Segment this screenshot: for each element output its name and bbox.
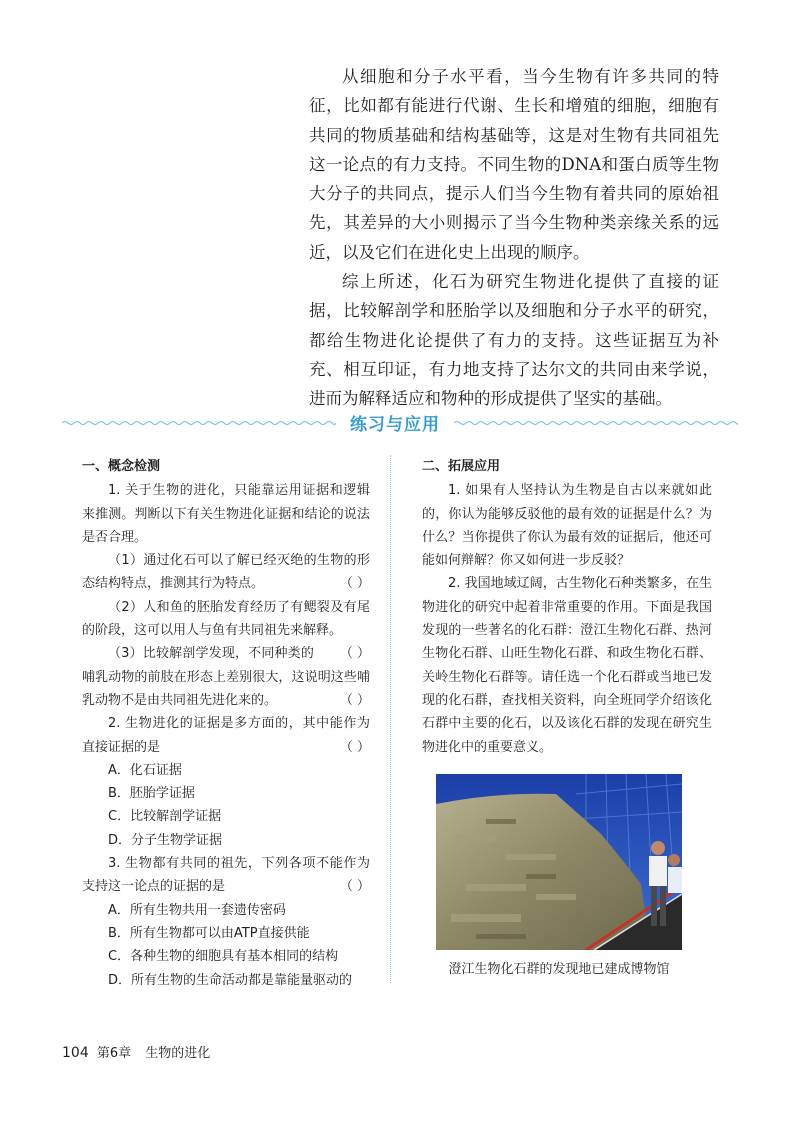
option: D．所有生物的生命活动都是靠能量驱动的	[108, 972, 353, 988]
answer-bracket: （ ）	[339, 739, 370, 755]
photo-caption: 澄江生物化石群的发现地已建成博物馆	[448, 962, 670, 977]
intro-paragraph: 从细胞和分子水平看，当今生物有许多共同的特征，比如都有能进行代谢、生长和增殖的细胞，细胞有共同的物质基础和结构基础等，这是对生物有共同祖先这一论点的有力支持。不同生物的DNA和蛋白质等生物大分子的共同点，提示人们当今生物有着共同的原始祖先，其差异的大小则揭示了当今生物种类亲缘关系的远近，以及它们在进化史上出现的顺序。	[309, 67, 719, 262]
extension-heading: 二、拓展应用	[422, 459, 501, 474]
chapter-label: 第6章	[96, 1046, 132, 1061]
question-1-item-3: （3）比较解剖学发现，不同种类的哺乳动物的前肢在形态上差别很大，这说明这些哺乳动物不是由共同祖先进化来的。 （ ）	[82, 642, 370, 712]
answer-bracket: （ ）	[339, 879, 370, 895]
intro-text	[309, 62, 719, 414]
fossil-museum-photo	[436, 774, 682, 950]
wave-divider-right	[454, 420, 738, 426]
question-1-item-1: （1）通过化石可以了解已经灭绝的生物的形态结构特点，推测其行为特点。 （ ）	[82, 549, 370, 596]
option: B．所有生物都可以由ATP直接供能	[108, 925, 310, 941]
option: A．所有生物共用一套遗传密码	[108, 902, 286, 918]
option: A．化石证据	[108, 762, 182, 778]
answer-bracket: （ ）	[339, 692, 370, 708]
intro-paragraph: 综上所述，化石为研究生物进化提供了直接的证据，比较解剖学和胚胎学以及细胞和分子水平的研究，都给生物进化论提供了有力的支持。这些证据互为补充、相互印证，有力地支持了达尔文的共同由来学说，进而为解释适应和物种的形成提供了坚实的基础。	[309, 272, 719, 409]
wave-divider-left	[62, 420, 336, 426]
extension-question-2: 2. 我国地域辽阔，古生物化石种类繁多，在生物进化的研究中起着非常重要的作用。下面是我国发现的一些著名的化石群：澄江生物化石群、热河生物化石群、山旺生物化石群、和政生物化石群、关岭生物化石群等。请任选一个化石群或当地已发现的化石群，查找相关资料，向全班同学介绍该化石群中主要的化石，以及该化石群的发现在研究生物进化中的重要意义。	[422, 576, 712, 755]
section-title: 练习与应用	[350, 415, 440, 435]
question-2: 2. 生物进化的证据是多方面的，其中能作为直接证据的是 （ ）	[82, 712, 370, 759]
question-3: 3. 生物都有共同的祖先，下列各项不能作为支持这一论点的证据的是 （ ）	[82, 852, 370, 899]
extension-column	[422, 455, 712, 759]
question-1: 1. 关于生物的进化，只能靠运用证据和逻辑来推测。判断以下有关生物进化证据和结论的说法是否合理。	[82, 483, 370, 545]
option: B．胚胎学证据	[108, 786, 195, 802]
page-number: 104	[62, 1045, 89, 1061]
question-1-item-2: （2）人和鱼的胚胎发育经历了有鳃裂及有尾的阶段，这可以用人与鱼有共同祖先来解释。 （ ）	[82, 596, 370, 643]
concept-check-column	[82, 455, 370, 992]
fossil-museum-illustration	[436, 774, 682, 950]
answer-bracket: （ ）	[339, 576, 370, 592]
page-footer	[62, 1042, 210, 1061]
option: C．各种生物的细胞具有基本相同的结构	[108, 949, 339, 965]
option: C．比较解剖学证据	[108, 809, 222, 825]
answer-bracket: （ ）	[339, 646, 370, 662]
concept-check-heading: 一、概念检测	[82, 459, 161, 474]
chapter-title: 生物的进化	[145, 1046, 211, 1061]
column-divider	[390, 455, 391, 983]
extension-question-1: 1. 如果有人坚持认为生物是自古以来就如此的，你认为能够反驳他的最有效的证据是什么？为什么？当你提供了你认为最有效的证据后，他还可能如何辩解？你又如何进一步反驳？	[422, 483, 712, 569]
section-header	[62, 408, 738, 438]
option: D．分子生物学证据	[108, 832, 223, 848]
